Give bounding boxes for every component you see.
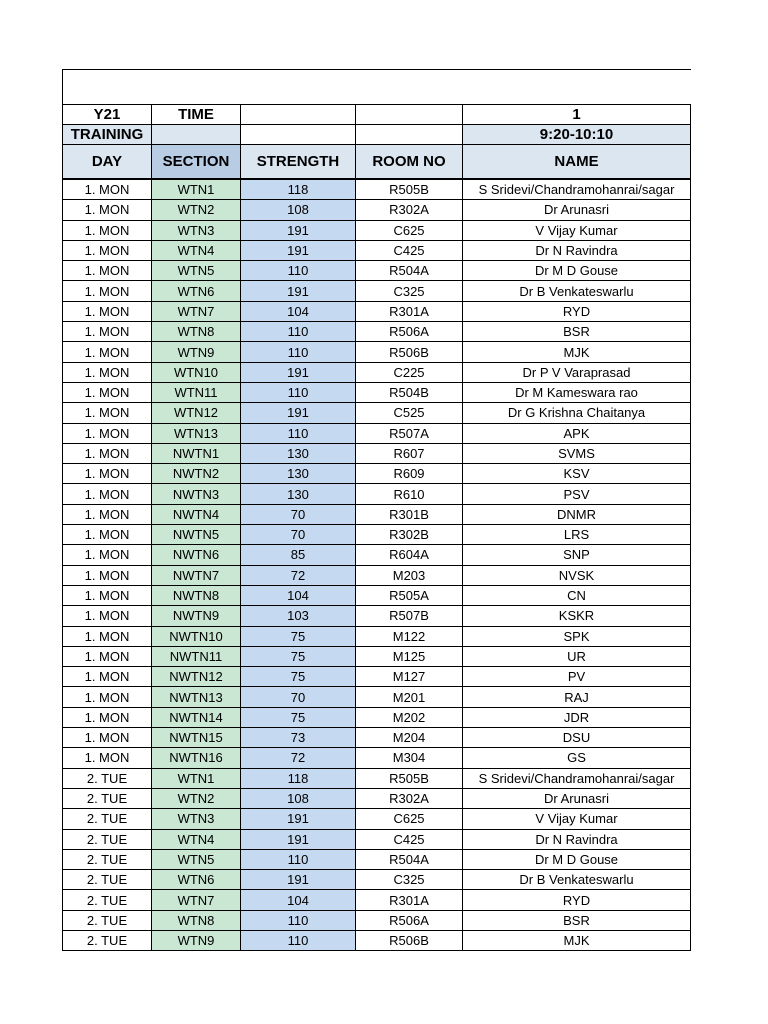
table-row [63, 504, 691, 524]
cell-name[interactable]: Dr Arunasri [463, 200, 691, 220]
cell-section[interactable]: NWTN7 [152, 565, 241, 585]
cell-strength[interactable]: 72 [241, 748, 356, 768]
cell-section[interactable]: WTN6 [152, 870, 241, 890]
cell-empty[interactable] [152, 125, 241, 145]
table-row [63, 849, 691, 869]
cell-section[interactable]: WTN1 [152, 179, 241, 200]
cell-strength[interactable]: 70 [241, 687, 356, 707]
cell-day[interactable]: 1. MON [63, 626, 152, 646]
cell-room-no[interactable]: C425 [356, 240, 463, 260]
cell-room-no[interactable]: C625 [356, 220, 463, 240]
cell-strength[interactable]: 110 [241, 849, 356, 869]
cell-section[interactable]: WTN2 [152, 788, 241, 808]
cell-section[interactable]: WTN8 [152, 910, 241, 930]
cell-section[interactable]: NWTN16 [152, 748, 241, 768]
cell-strength[interactable]: 110 [241, 261, 356, 281]
cell-day[interactable]: 1. MON [63, 646, 152, 666]
cell-day[interactable]: 1. MON [63, 687, 152, 707]
cell-section[interactable]: WTN9 [152, 930, 241, 950]
cell-day[interactable]: 1. MON [63, 179, 152, 200]
cell-section[interactable]: WTN10 [152, 362, 241, 382]
table-row [63, 626, 691, 646]
cell-name[interactable]: Dr M Kameswara rao [463, 382, 691, 402]
cell-section[interactable]: WTN4 [152, 240, 241, 260]
table-row [63, 423, 691, 443]
cell-strength[interactable]: 72 [241, 565, 356, 585]
cell-room-no[interactable]: M202 [356, 707, 463, 727]
cell-empty[interactable] [241, 125, 356, 145]
table-row [63, 809, 691, 829]
cell-section[interactable]: WTN3 [152, 809, 241, 829]
column-header-name[interactable]: NAME [463, 145, 691, 180]
cell-room-no[interactable]: R504A [356, 261, 463, 281]
table-row [63, 545, 691, 565]
cell-strength[interactable]: 110 [241, 930, 356, 950]
table-row [63, 910, 691, 930]
table-row [63, 829, 691, 849]
blank-cell [63, 70, 691, 105]
cell-strength[interactable]: 191 [241, 870, 356, 890]
cell-section[interactable]: NWTN1 [152, 443, 241, 463]
cell-y21[interactable]: Y21 [63, 105, 152, 125]
table-row [63, 930, 691, 950]
cell-name[interactable]: S Sridevi/Chandramohanrai/sagar [463, 179, 691, 200]
cell-name[interactable]: PSV [463, 484, 691, 504]
cell-section[interactable]: NWTN8 [152, 585, 241, 605]
cell-name[interactable]: LRS [463, 525, 691, 545]
cell-room-no[interactable]: R506B [356, 342, 463, 362]
column-header-section[interactable]: SECTION [152, 145, 241, 180]
cell-name[interactable]: Dr B Venkateswarlu [463, 870, 691, 890]
table-row [63, 200, 691, 220]
cell-strength[interactable]: 110 [241, 342, 356, 362]
cell-room-no[interactable]: R505A [356, 585, 463, 605]
cell-day[interactable]: 2. TUE [63, 788, 152, 808]
cell-section[interactable]: NWTN13 [152, 687, 241, 707]
cell-day[interactable]: 1. MON [63, 322, 152, 342]
table-row [63, 179, 691, 200]
cell-strength[interactable]: 73 [241, 728, 356, 748]
cell-strength[interactable]: 70 [241, 525, 356, 545]
cell-room-no[interactable]: M204 [356, 728, 463, 748]
cell-day[interactable]: 1. MON [63, 585, 152, 605]
cell-name[interactable]: RYD [463, 301, 691, 321]
cell-name[interactable]: Dr G Krishna Chaitanya [463, 403, 691, 423]
cell-strength[interactable]: 85 [241, 545, 356, 565]
cell-section[interactable]: NWTN6 [152, 545, 241, 565]
cell-day[interactable]: 1. MON [63, 240, 152, 260]
cell-strength[interactable]: 110 [241, 423, 356, 443]
cell-name[interactable]: Dr P V Varaprasad [463, 362, 691, 382]
cell-name[interactable]: KSKR [463, 606, 691, 626]
cell-day[interactable]: 1. MON [63, 565, 152, 585]
cell-strength[interactable]: 118 [241, 768, 356, 788]
cell-section[interactable]: WTN7 [152, 890, 241, 910]
cell-section[interactable]: NWTN3 [152, 484, 241, 504]
cell-strength[interactable]: 75 [241, 667, 356, 687]
column-header-row [63, 145, 691, 180]
cell-name[interactable]: V Vijay Kumar [463, 220, 691, 240]
cell-day[interactable]: 1. MON [63, 423, 152, 443]
cell-day[interactable]: 1. MON [63, 525, 152, 545]
cell-section[interactable]: WTN9 [152, 342, 241, 362]
cell-strength[interactable]: 108 [241, 788, 356, 808]
cell-room-no[interactable]: C225 [356, 362, 463, 382]
cell-strength[interactable]: 191 [241, 809, 356, 829]
cell-strength[interactable]: 130 [241, 464, 356, 484]
cell-section[interactable]: NWTN2 [152, 464, 241, 484]
cell-day[interactable]: 1. MON [63, 261, 152, 281]
cell-strength[interactable]: 191 [241, 281, 356, 301]
cell-empty[interactable] [356, 125, 463, 145]
cell-name[interactable]: BSR [463, 910, 691, 930]
cell-day[interactable]: 2. TUE [63, 870, 152, 890]
cell-day[interactable]: 2. TUE [63, 768, 152, 788]
cell-day[interactable]: 1. MON [63, 220, 152, 240]
column-header-day[interactable]: DAY [63, 145, 152, 180]
cell-name[interactable]: Dr M D Gouse [463, 849, 691, 869]
cell-day[interactable]: 1. MON [63, 606, 152, 626]
cell-section[interactable]: NWTN4 [152, 504, 241, 524]
cell-name[interactable]: JDR [463, 707, 691, 727]
cell-section[interactable]: WTN3 [152, 220, 241, 240]
cell-room-no[interactable]: R302B [356, 525, 463, 545]
cell-time-slot[interactable]: 9:20-10:10 [463, 125, 691, 145]
cell-room-no[interactable]: R301B [356, 504, 463, 524]
cell-section[interactable]: NWTN9 [152, 606, 241, 626]
cell-section[interactable]: WTN4 [152, 829, 241, 849]
cell-day[interactable]: 1. MON [63, 200, 152, 220]
table-row [63, 707, 691, 727]
table-row [63, 403, 691, 423]
cell-strength[interactable]: 191 [241, 403, 356, 423]
cell-section[interactable]: WTN5 [152, 849, 241, 869]
cell-strength[interactable]: 75 [241, 707, 356, 727]
cell-strength[interactable]: 104 [241, 890, 356, 910]
cell-room-no[interactable]: C325 [356, 281, 463, 301]
table-row [63, 748, 691, 768]
cell-name[interactable]: SNP [463, 545, 691, 565]
cell-strength[interactable]: 108 [241, 200, 356, 220]
cell-period-number[interactable]: 1 [463, 105, 691, 125]
table-row [63, 322, 691, 342]
table-row [63, 301, 691, 321]
cell-name[interactable]: RYD [463, 890, 691, 910]
timetable [62, 69, 691, 951]
cell-name[interactable]: Dr B Venkateswarlu [463, 281, 691, 301]
cell-strength[interactable]: 75 [241, 646, 356, 666]
cell-day[interactable]: 1. MON [63, 281, 152, 301]
cell-name[interactable]: UR [463, 646, 691, 666]
cell-day[interactable]: 1. MON [63, 464, 152, 484]
table-row [63, 768, 691, 788]
cell-room-no[interactable]: C625 [356, 809, 463, 829]
table-row [63, 565, 691, 585]
header-row-2 [63, 125, 691, 145]
table-row [63, 585, 691, 605]
table-row [63, 687, 691, 707]
table-body [63, 179, 691, 951]
cell-section[interactable]: WTN12 [152, 403, 241, 423]
cell-name[interactable]: Dr Arunasri [463, 788, 691, 808]
cell-room-no[interactable]: R506A [356, 322, 463, 342]
cell-room-no[interactable]: M304 [356, 748, 463, 768]
cell-empty[interactable] [356, 105, 463, 125]
cell-name[interactable]: APK [463, 423, 691, 443]
cell-room-no[interactable]: R507B [356, 606, 463, 626]
cell-name[interactable]: PV [463, 667, 691, 687]
cell-name[interactable]: GS [463, 748, 691, 768]
cell-strength[interactable]: 118 [241, 179, 356, 200]
cell-section[interactable]: WTN6 [152, 281, 241, 301]
cell-day[interactable]: 2. TUE [63, 849, 152, 869]
cell-strength[interactable]: 191 [241, 362, 356, 382]
cell-section[interactable]: NWTN11 [152, 646, 241, 666]
cell-room-no[interactable]: R302A [356, 200, 463, 220]
cell-section[interactable]: WTN1 [152, 768, 241, 788]
cell-day[interactable]: 1. MON [63, 484, 152, 504]
cell-section[interactable]: NWTN10 [152, 626, 241, 646]
cell-room-no[interactable]: R506B [356, 930, 463, 950]
cell-day[interactable]: 2. TUE [63, 809, 152, 829]
table-row [63, 870, 691, 890]
cell-name[interactable]: S Sridevi/Chandramohanrai/sagar [463, 768, 691, 788]
cell-day[interactable]: 1. MON [63, 342, 152, 362]
cell-room-no[interactable]: R301A [356, 890, 463, 910]
cell-room-no[interactable]: R610 [356, 484, 463, 504]
cell-room-no[interactable]: R302A [356, 788, 463, 808]
cell-room-no[interactable]: M125 [356, 646, 463, 666]
cell-section[interactable]: WTN7 [152, 301, 241, 321]
cell-section[interactable]: WTN5 [152, 261, 241, 281]
cell-section[interactable]: WTN13 [152, 423, 241, 443]
cell-section[interactable]: NWTN15 [152, 728, 241, 748]
cell-section[interactable]: NWTN14 [152, 707, 241, 727]
cell-name[interactable]: Dr M D Gouse [463, 261, 691, 281]
cell-strength[interactable]: 191 [241, 240, 356, 260]
cell-strength[interactable]: 191 [241, 829, 356, 849]
table-row [63, 261, 691, 281]
table-row [63, 220, 691, 240]
cell-room-no[interactable]: R604A [356, 545, 463, 565]
cell-name[interactable]: Dr N Ravindra [463, 240, 691, 260]
cell-strength[interactable]: 104 [241, 585, 356, 605]
cell-room-no[interactable]: M127 [356, 667, 463, 687]
cell-day[interactable]: 1. MON [63, 748, 152, 768]
cell-room-no[interactable]: M203 [356, 565, 463, 585]
cell-name[interactable]: CN [463, 585, 691, 605]
cell-strength[interactable]: 70 [241, 504, 356, 524]
cell-room-no[interactable]: R609 [356, 464, 463, 484]
cell-empty[interactable] [241, 105, 356, 125]
cell-strength[interactable]: 103 [241, 606, 356, 626]
table-row [63, 728, 691, 748]
timetable-sheet [62, 69, 691, 951]
cell-day[interactable]: 1. MON [63, 382, 152, 402]
cell-day[interactable]: 2. TUE [63, 930, 152, 950]
cell-room-no[interactable]: R506A [356, 910, 463, 930]
cell-name[interactable]: DNMR [463, 504, 691, 524]
cell-name[interactable]: V Vijay Kumar [463, 809, 691, 829]
cell-day[interactable]: 2. TUE [63, 910, 152, 930]
cell-room-no[interactable]: R607 [356, 443, 463, 463]
cell-day[interactable]: 2. TUE [63, 890, 152, 910]
cell-day[interactable]: 1. MON [63, 403, 152, 423]
cell-room-no[interactable]: C325 [356, 870, 463, 890]
cell-day[interactable]: 1. MON [63, 707, 152, 727]
cell-strength[interactable]: 130 [241, 443, 356, 463]
cell-section[interactable]: NWTN12 [152, 667, 241, 687]
cell-room-no[interactable]: R505B [356, 179, 463, 200]
cell-room-no[interactable]: R504A [356, 849, 463, 869]
cell-section[interactable]: WTN2 [152, 200, 241, 220]
cell-name[interactable]: SPK [463, 626, 691, 646]
cell-name[interactable]: NVSK [463, 565, 691, 585]
cell-day[interactable]: 1. MON [63, 504, 152, 524]
cell-name[interactable]: DSU [463, 728, 691, 748]
cell-section[interactable]: NWTN5 [152, 525, 241, 545]
cell-time[interactable]: TIME [152, 105, 241, 125]
cell-section[interactable]: WTN8 [152, 322, 241, 342]
cell-strength[interactable]: 130 [241, 484, 356, 504]
cell-room-no[interactable]: M122 [356, 626, 463, 646]
cell-strength[interactable]: 191 [241, 220, 356, 240]
table-row [63, 382, 691, 402]
cell-day[interactable]: 2. TUE [63, 829, 152, 849]
cell-day[interactable]: 1. MON [63, 301, 152, 321]
column-header-room-no[interactable]: ROOM NO [356, 145, 463, 180]
column-header-strength[interactable]: STRENGTH [241, 145, 356, 180]
table-row [63, 667, 691, 687]
cell-room-no[interactable]: R507A [356, 423, 463, 443]
cell-strength[interactable]: 75 [241, 626, 356, 646]
table-row [63, 281, 691, 301]
cell-strength[interactable]: 104 [241, 301, 356, 321]
cell-name[interactable]: Dr N Ravindra [463, 829, 691, 849]
table-row [63, 362, 691, 382]
cell-section[interactable]: WTN11 [152, 382, 241, 402]
table-row [63, 443, 691, 463]
table-row [63, 484, 691, 504]
cell-day[interactable]: 1. MON [63, 545, 152, 565]
cell-room-no[interactable]: R301A [356, 301, 463, 321]
cell-name[interactable]: MJK [463, 930, 691, 950]
table-row [63, 240, 691, 260]
cell-name[interactable]: MJK [463, 342, 691, 362]
table-row [63, 890, 691, 910]
cell-room-no[interactable]: C525 [356, 403, 463, 423]
cell-room-no[interactable]: R504B [356, 382, 463, 402]
cell-room-no[interactable]: R505B [356, 768, 463, 788]
table-row [63, 525, 691, 545]
cell-name[interactable]: KSV [463, 464, 691, 484]
cell-strength[interactable]: 110 [241, 322, 356, 342]
table-row [63, 606, 691, 626]
cell-strength[interactable]: 110 [241, 910, 356, 930]
table-row [63, 464, 691, 484]
cell-strength[interactable]: 110 [241, 382, 356, 402]
table-row [63, 646, 691, 666]
cell-day[interactable]: 1. MON [63, 362, 152, 382]
cell-training[interactable]: TRAINING [63, 125, 152, 145]
table-row [63, 788, 691, 808]
cell-day[interactable]: 1. MON [63, 667, 152, 687]
cell-room-no[interactable]: M201 [356, 687, 463, 707]
header-row-1 [63, 105, 691, 125]
cell-day[interactable]: 1. MON [63, 443, 152, 463]
cell-name[interactable]: BSR [463, 322, 691, 342]
cell-name[interactable]: SVMS [463, 443, 691, 463]
cell-room-no[interactable]: C425 [356, 829, 463, 849]
cell-day[interactable]: 1. MON [63, 728, 152, 748]
cell-name[interactable]: RAJ [463, 687, 691, 707]
table-row [63, 342, 691, 362]
blank-top-row [63, 70, 691, 105]
